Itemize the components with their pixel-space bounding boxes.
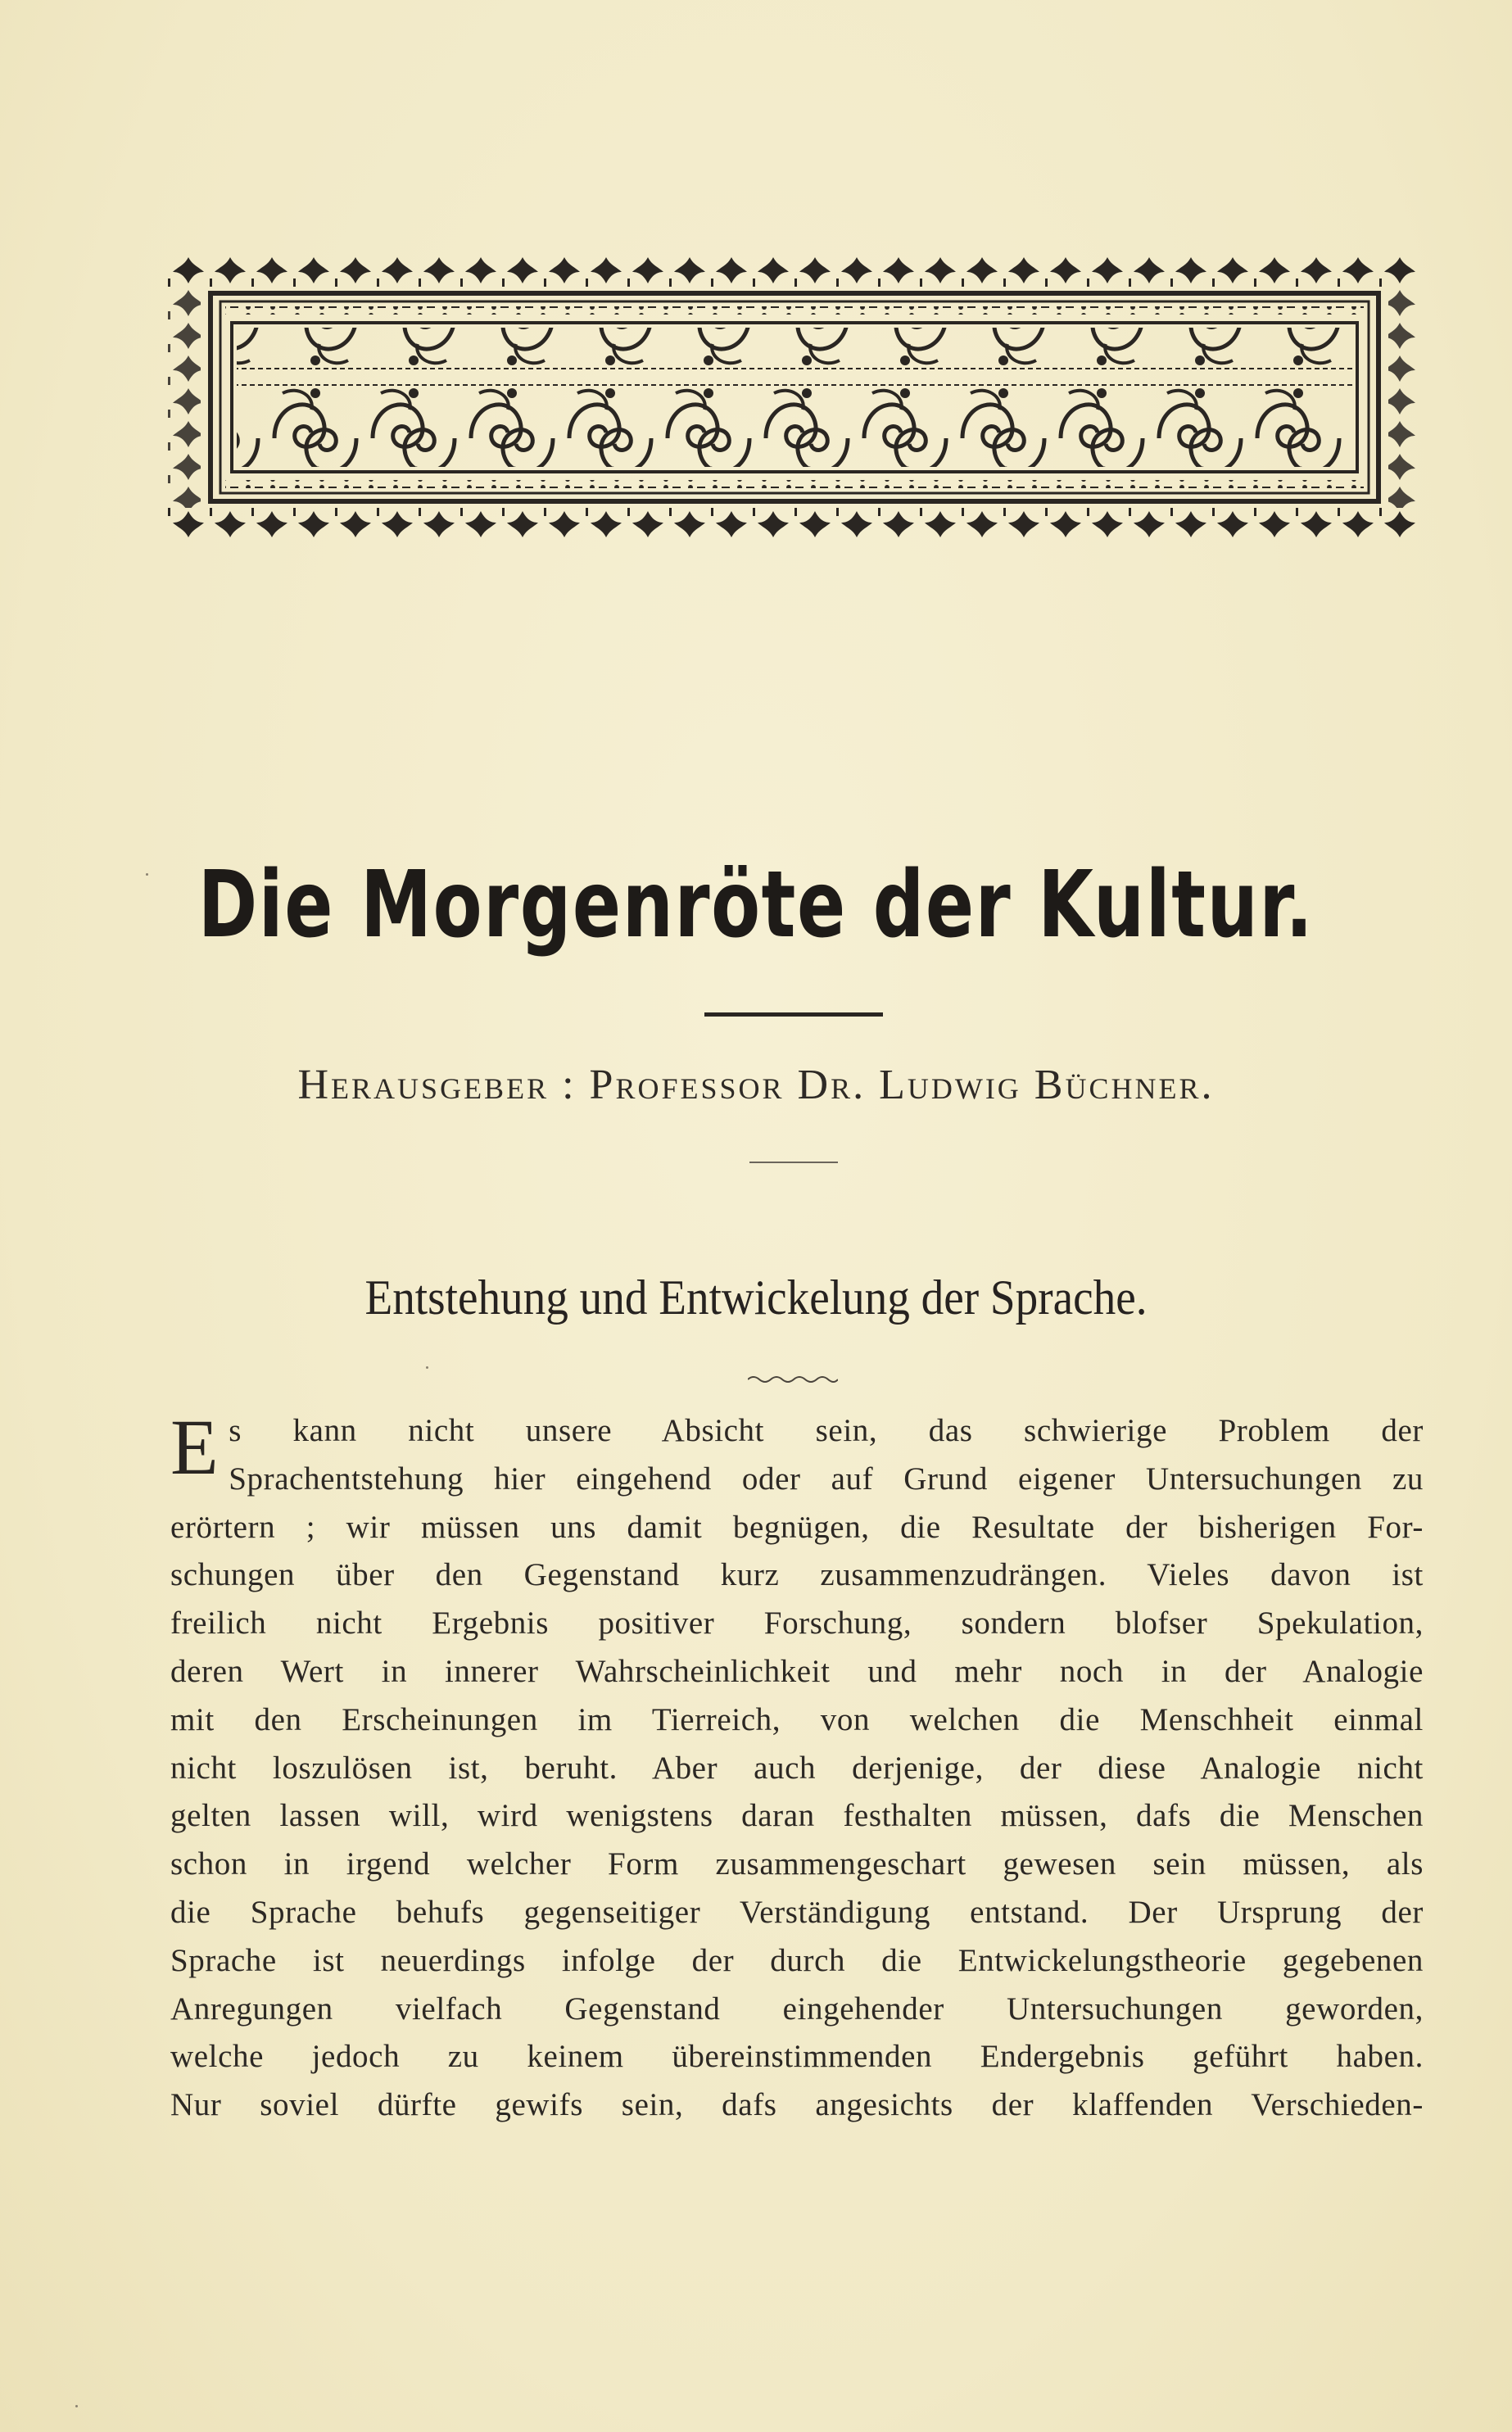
editor-line: Herausgeber : Professor Dr. Ludwig Büchner. [297, 1062, 1215, 1108]
text-line: schon in irgend welcher Form zusammengeschart gewesen sein müssen, als [170, 1846, 1424, 1882]
editor-rule [749, 1162, 838, 1163]
squiggle-divider [748, 1373, 838, 1384]
text-line: Nur soviel dürfte gewifs sein, dafs angesichts der klaffenden Verschieden- [170, 2087, 1424, 2123]
ornament-graphic [168, 254, 1421, 541]
text-line: welche jedoch zu keinem übereinstimmenden Endergebnis geführt haben. [170, 2039, 1424, 2075]
text-line: deren Wert in innerer Wahrscheinlichkeit und mehr noch in der Analogie [170, 1653, 1424, 1689]
text-line: Anregungen vielfach Gegenstand eingehender Untersuchungen geworden, [170, 1990, 1424, 2027]
paper-speck [146, 873, 148, 876]
title-rule [704, 1012, 883, 1017]
text-line: gelten lassen will, wird wenigstens daran festhalten müssen, dafs die Menschen [170, 1798, 1424, 1834]
text-line: die Sprache behufs gegenseitiger Verständigung entstand. Der Ursprung der [170, 1894, 1424, 1930]
text-line: mit den Erscheinungen im Tierreich, von welchen die Menschheit einmal [170, 1701, 1424, 1737]
text-line: erörtern ; wir müssen uns damit begnügen, die Resultate der bisherigen For- [170, 1509, 1424, 1545]
main-title: Die Morgenröte der Kultur. [197, 852, 1315, 958]
text-line: Sprachentstehung hier eingehend oder auf Grund eigener Untersuchungen zu [229, 1461, 1424, 1497]
ornamental-header-band [168, 254, 1421, 541]
text-line: schungen über den Gegenstand kurz zusammenzudrängen. Vieles davon ist [170, 1557, 1424, 1593]
paper-speck [75, 2405, 78, 2407]
text-line: s kann nicht unsere Absicht sein, das schwierige Problem der [229, 1413, 1424, 1448]
text-line: Sprache ist neuerdings infolge der durch die Entwickelungstheorie gegebenen [170, 1942, 1424, 1978]
section-title: Entstehung und Entwickelung der Sprache. [364, 1270, 1148, 1325]
body-text [170, 1403, 1424, 2130]
text-line: freilich nicht Ergebnis positiver Forschung, sondern blofser Spekulation, [170, 1605, 1424, 1642]
text-line: nicht loszulösen ist, beruht. Aber auch derjenige, der diese Analogie nicht [170, 1750, 1424, 1786]
paper-speck [426, 1366, 428, 1369]
drop-cap: E [170, 1403, 220, 1491]
